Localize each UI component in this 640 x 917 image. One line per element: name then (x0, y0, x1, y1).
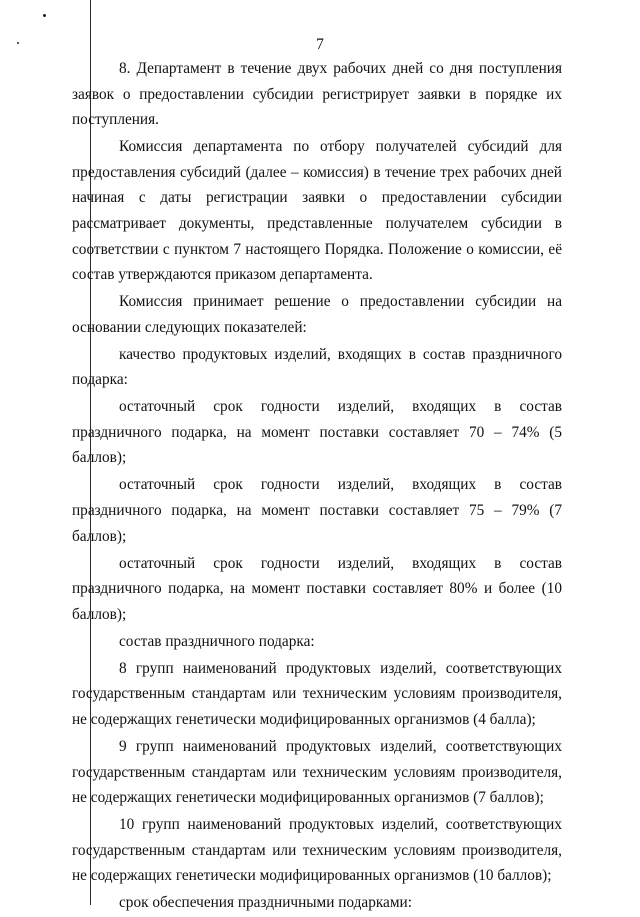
criterion-groups-8: 8 групп наименований продуктовых изделий, соответствующих государственным стандартам или техническим условиям производителя, не содержащих генетически модифицированных организмов (4 балла); (72, 659, 562, 728)
page-number: 7 (316, 36, 324, 53)
criterion-groups-10: 10 групп наименований продуктовых изделий, соответствующих государственным стандартам или техническим условиям производителя, не содержащих генетически модифицированных организмов (10 баллов); (72, 816, 562, 885)
paragraph-decision-criteria: Комиссия принимает решение о предоставлении субсидии на основании следующих показателей: (72, 293, 562, 336)
criterion-shelf-life-10: остаточный срок годности изделий, входящих в состав праздничного подарка, на момент поставки составляет 80% и более (10 баллов); (72, 554, 562, 623)
criterion-groups-9: 9 групп наименований продуктовых изделий, соответствующих государственным стандартам или техническим условиям производителя, не содержащих генетически модифицированных организмов (7 баллов); (72, 737, 562, 807)
paragraph-item-8: 8. Департамент в течение двух рабочих дней со дня поступления заявок о предоставлении субсидии регистрирует заявки в порядке их поступления. (72, 60, 562, 129)
criterion-composition-heading: состав праздничного подарка: (119, 632, 315, 650)
paragraph-commission-review: Комиссия департамента по отбору получателей субсидий для предоставления субсидий (далее – комиссия) в течение трех рабочих дней начиная с даты регистрации заявки о предоставлении субсидии рассматривает документы, представленные получателем субсидии в соответствии с пунктом 7 настоящего Порядка. Положение о комиссии, её состав утверждаются приказом департамента. (72, 138, 562, 284)
criterion-shelf-life-5: остаточный срок годности изделий, входящих в состав праздничного подарка, на момент поставки составляет 70 – 74% (5 баллов); (72, 398, 562, 467)
scan-speck (43, 14, 46, 17)
criterion-shelf-life-7: остаточный срок годности изделий, входящих в состав праздничного подарка, на момент поставки составляет 75 – 79% (7 баллов); (72, 476, 562, 545)
criterion-quality-heading: качество продуктовых изделий, входящих в состав праздничного подарка: (72, 345, 562, 389)
criterion-delivery-term-heading: срок обеспечения праздничными подарками: (119, 894, 412, 912)
document-body (72, 56, 562, 917)
